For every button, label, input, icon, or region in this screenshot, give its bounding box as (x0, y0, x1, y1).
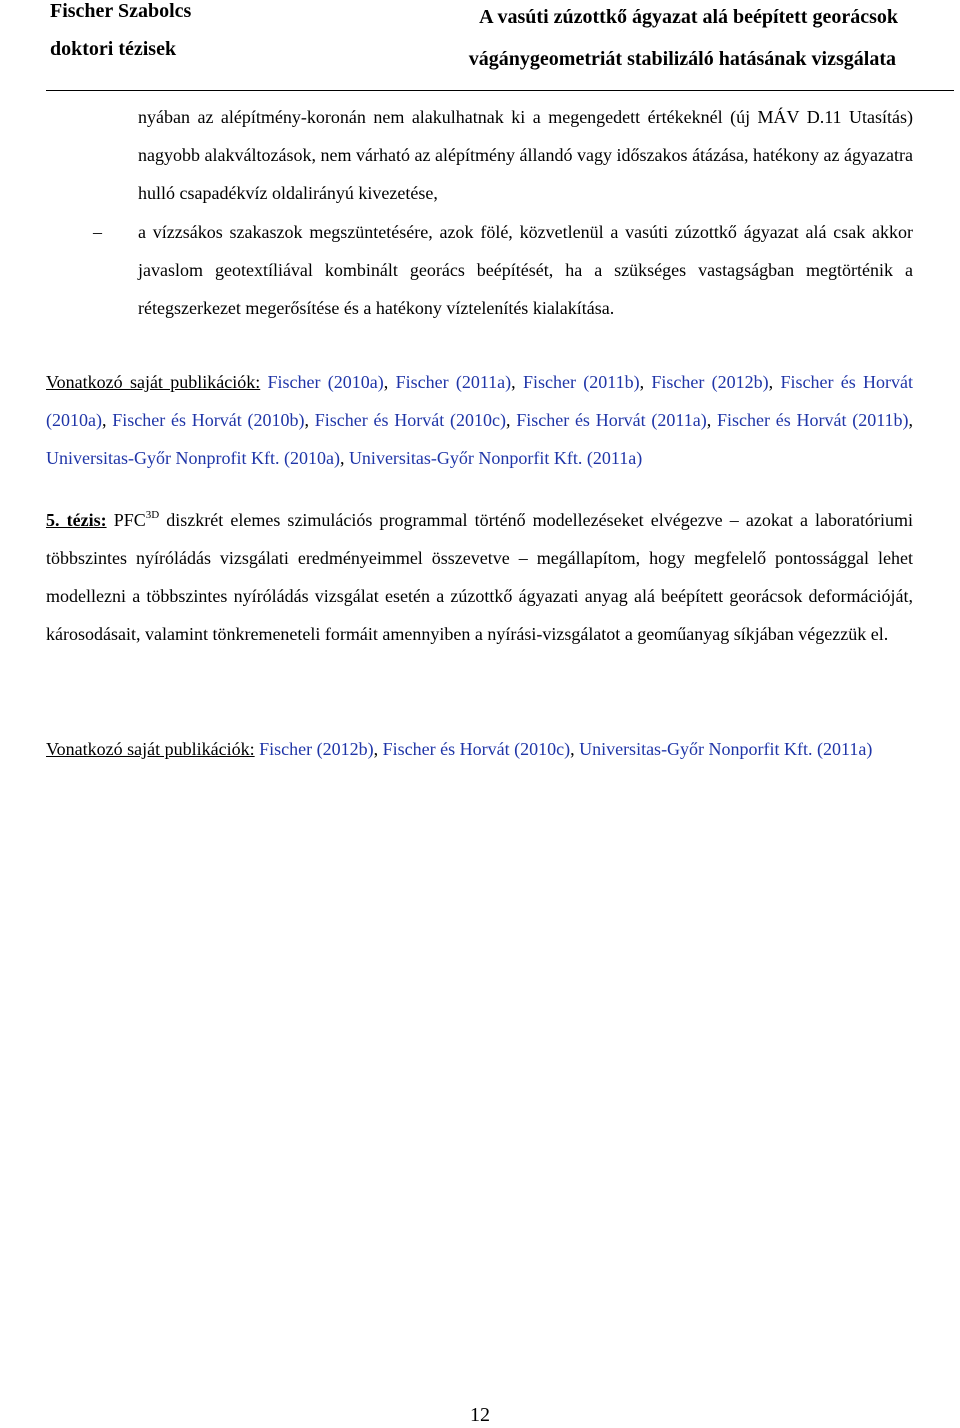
publication-link[interactable]: Fischer és Horvát (2010c) (314, 410, 506, 430)
publication-link[interactable]: Fischer (2010a) (267, 372, 384, 392)
header-subtitle: doktori tézisek (50, 38, 177, 60)
continuation-paragraph: nyában az alépítmény-koronán nem alakulhatnak ki a megengedett értékeknél (új MÁV D.11 Utasítás) nagyobb alakváltozások, nem várható az alépítmény állandó vagy időszakos átázása, hatékony az ágyazatra hulló csapadékvíz oldalirányú kivezetése, (138, 107, 913, 203)
pfc-name: $PFC^{3D}$ (113, 509, 160, 530)
publication-link[interactable]: Fischer és Horvát (2010b) (112, 410, 305, 430)
publication-link[interactable]: Fischer (2011a) (395, 372, 512, 392)
header-author: Fischer Szabolcs (50, 0, 192, 22)
page-number: 12 (470, 1404, 490, 1426)
thesis-5-paragraph (46, 501, 913, 653)
publication-link[interactable]: Universitas-Győr Nonporfit Kft. (2011a) (348, 448, 643, 468)
publication-link[interactable]: Fischer és Horvát (2011b) (717, 410, 909, 430)
header-title-line2: vágánygeometriát stabilizáló hatásának vizsgálata (468, 48, 896, 70)
bullet-dash: – (93, 222, 102, 242)
publication-link[interactable]: Fischer és Horvát (2011a) (516, 410, 707, 430)
publication-link[interactable]: Fischer (2012b) (259, 739, 374, 759)
publications-paragraph-1: Vonatkozó saját publikációk: Fischer (2010a), Fischer (2011a), Fischer (2011b), Fischer (2012b), Fischer és Horvát (2010a), Fischer és Horvát (2010b), Fischer és Horvát (2010c), Fischer és Horvát (2011a), Fischer és Horvát (2011b), Universitas-Győr Nonprofit Kft. (2010a), Universitas-Győr Nonporfit Kft. (2011a) (46, 372, 914, 468)
thesis-text: diszkrét elemes szimulációs programmal történő modellezéseket elvégezve – azokat a laboratóriumi többszintes nyíróládás vizsgálati eredményeimmel összevetve – megállapítom, hogy megfelelő pontossággal lehet modellezni a többszintes nyíróládás vizsgálat esetén a zúzottkő ágyazati anyag alá beépített georácsok deformációját, károsodásait, valamint tönkremeneteli formáit amennyiben a nyírási-vizsgálatot a geoműanyag síkjában végezzük el. (46, 510, 914, 644)
pfc-superscript: 3D (145, 509, 160, 521)
publications-label: Vonatkozó saját publikációk: (46, 372, 261, 392)
publication-link[interactable]: Fischer (2011b) (522, 372, 640, 392)
publication-link[interactable]: Universitas-Győr Nonporfit Kft. (2011a) (579, 739, 873, 759)
publication-link[interactable]: Fischer és Horvát (2010c) (382, 739, 571, 759)
thesis-label: 5. tézis: (46, 510, 107, 530)
header-divider (46, 90, 954, 91)
publications-label: Vonatkozó saját publikációk: (46, 739, 255, 759)
publications-paragraph-2: Vonatkozó saját publikációk: Fischer (2012b), Fischer és Horvát (2010c), Universitas-Győr Nonporfit Kft. (2011a) (46, 739, 873, 759)
bullet-paragraph: a vízzsákos szakaszok megszüntetésére, azok fölé, közvetlenül a vasúti zúzottkő ágyazat alá csak akkor javaslom geotextíliával kombinált georács beépítését, ha a szükséges vastagságban megtörténik a rétegszerkezet megerősítése és a hatékony víztelenítés kialakítása. (138, 222, 913, 318)
publication-link[interactable]: Universitas-Győr Nonprofit Kft. (2010a) (46, 448, 340, 468)
publication-link[interactable]: Fischer (2012b) (651, 372, 769, 392)
header-title-line1: A vasúti zúzottkő ágyazat alá beépített georácsok (479, 6, 898, 28)
publication-link[interactable]: Fischer és Horvát (2010a) (46, 372, 914, 430)
